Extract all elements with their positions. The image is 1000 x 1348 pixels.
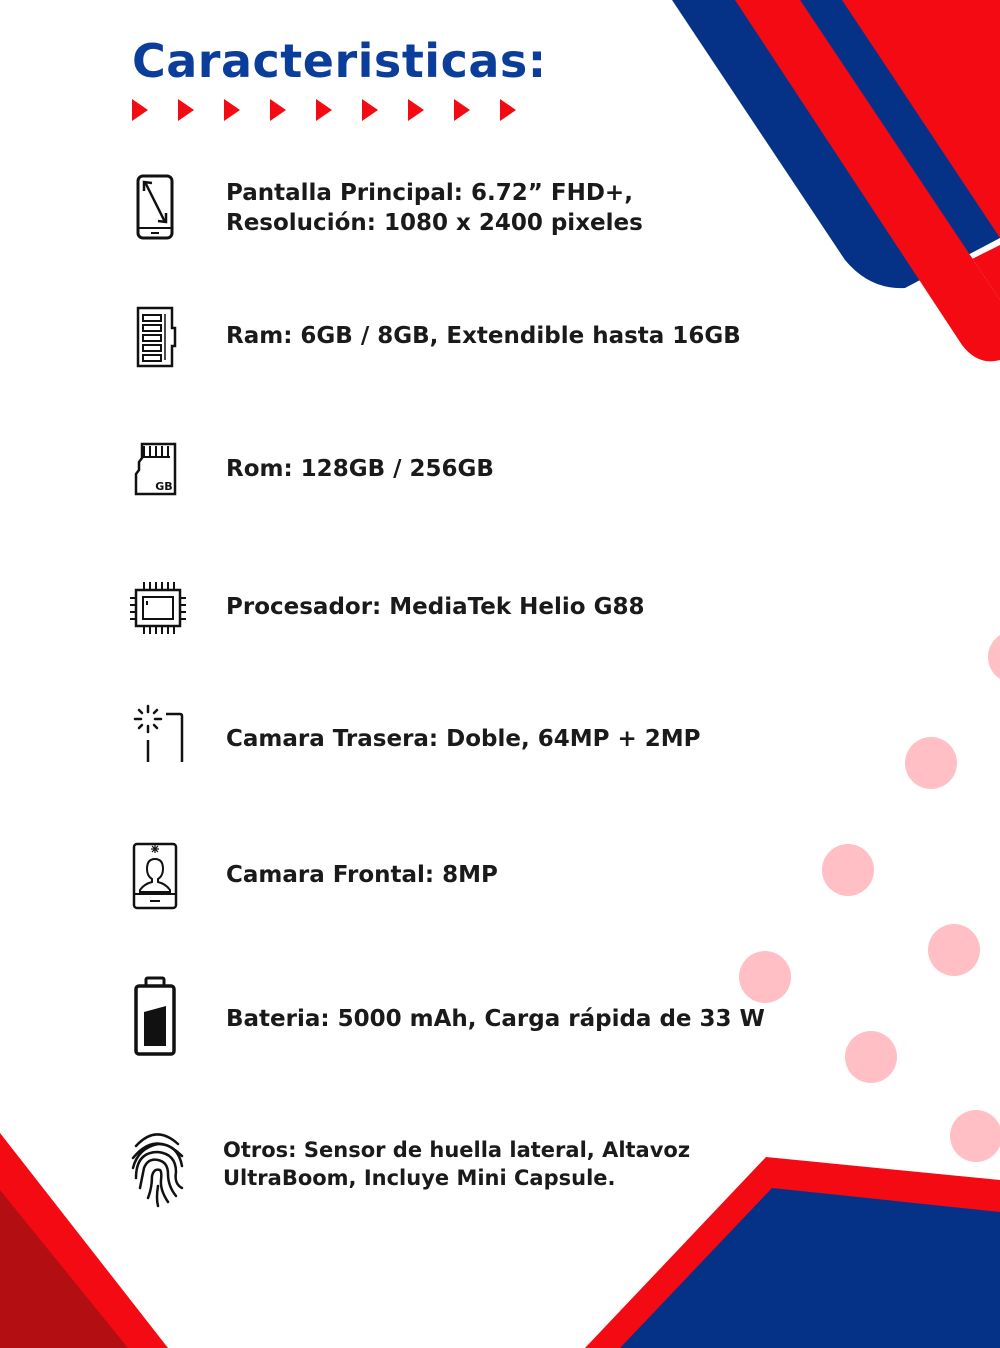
feature-text: Otros: Sensor de huella lateral, Altavoz UltraBoom, Incluye Mini Capsule. xyxy=(223,1138,691,1190)
pink-dot xyxy=(950,1110,1000,1162)
feature-text: Bateria: 5000 mAh, Carga rápida de 33 W xyxy=(226,1006,765,1032)
pink-dot xyxy=(845,1031,897,1083)
feature-text: Procesador: MediaTek Helio G88 xyxy=(226,594,645,620)
feature-text: Ram: 6GB / 8GB, Extendible hasta 16GB xyxy=(226,323,741,349)
feature-text: Pantalla Principal: 6.72” FHD+, Resolución: 1080 x 2400 pixeles xyxy=(226,180,643,236)
processor-chip-icon xyxy=(130,578,190,638)
fingerprint-icon xyxy=(130,1128,190,1208)
smartphone-resize-icon xyxy=(130,174,190,240)
sd-card-label: GB xyxy=(155,480,173,493)
page-title: Caracteristicas: xyxy=(132,34,547,88)
arrow-divider xyxy=(132,99,522,121)
feature-text: Camara Trasera: Doble, 64MP + 2MP xyxy=(226,726,701,752)
rear-camera-flash-icon xyxy=(130,704,192,766)
front-camera-selfie-icon xyxy=(130,842,190,910)
sd-card-icon xyxy=(130,440,190,500)
pink-dot xyxy=(822,844,874,896)
pink-dot xyxy=(928,924,980,976)
pink-dot xyxy=(905,737,957,789)
pink-dot xyxy=(988,631,1000,683)
feature-text: Rom: 128GB / 256GB xyxy=(226,456,494,482)
feature-text: Camara Frontal: 8MP xyxy=(226,862,498,888)
ram-module-icon xyxy=(130,304,190,370)
battery-icon xyxy=(130,976,190,1056)
pink-dot xyxy=(739,951,791,1003)
